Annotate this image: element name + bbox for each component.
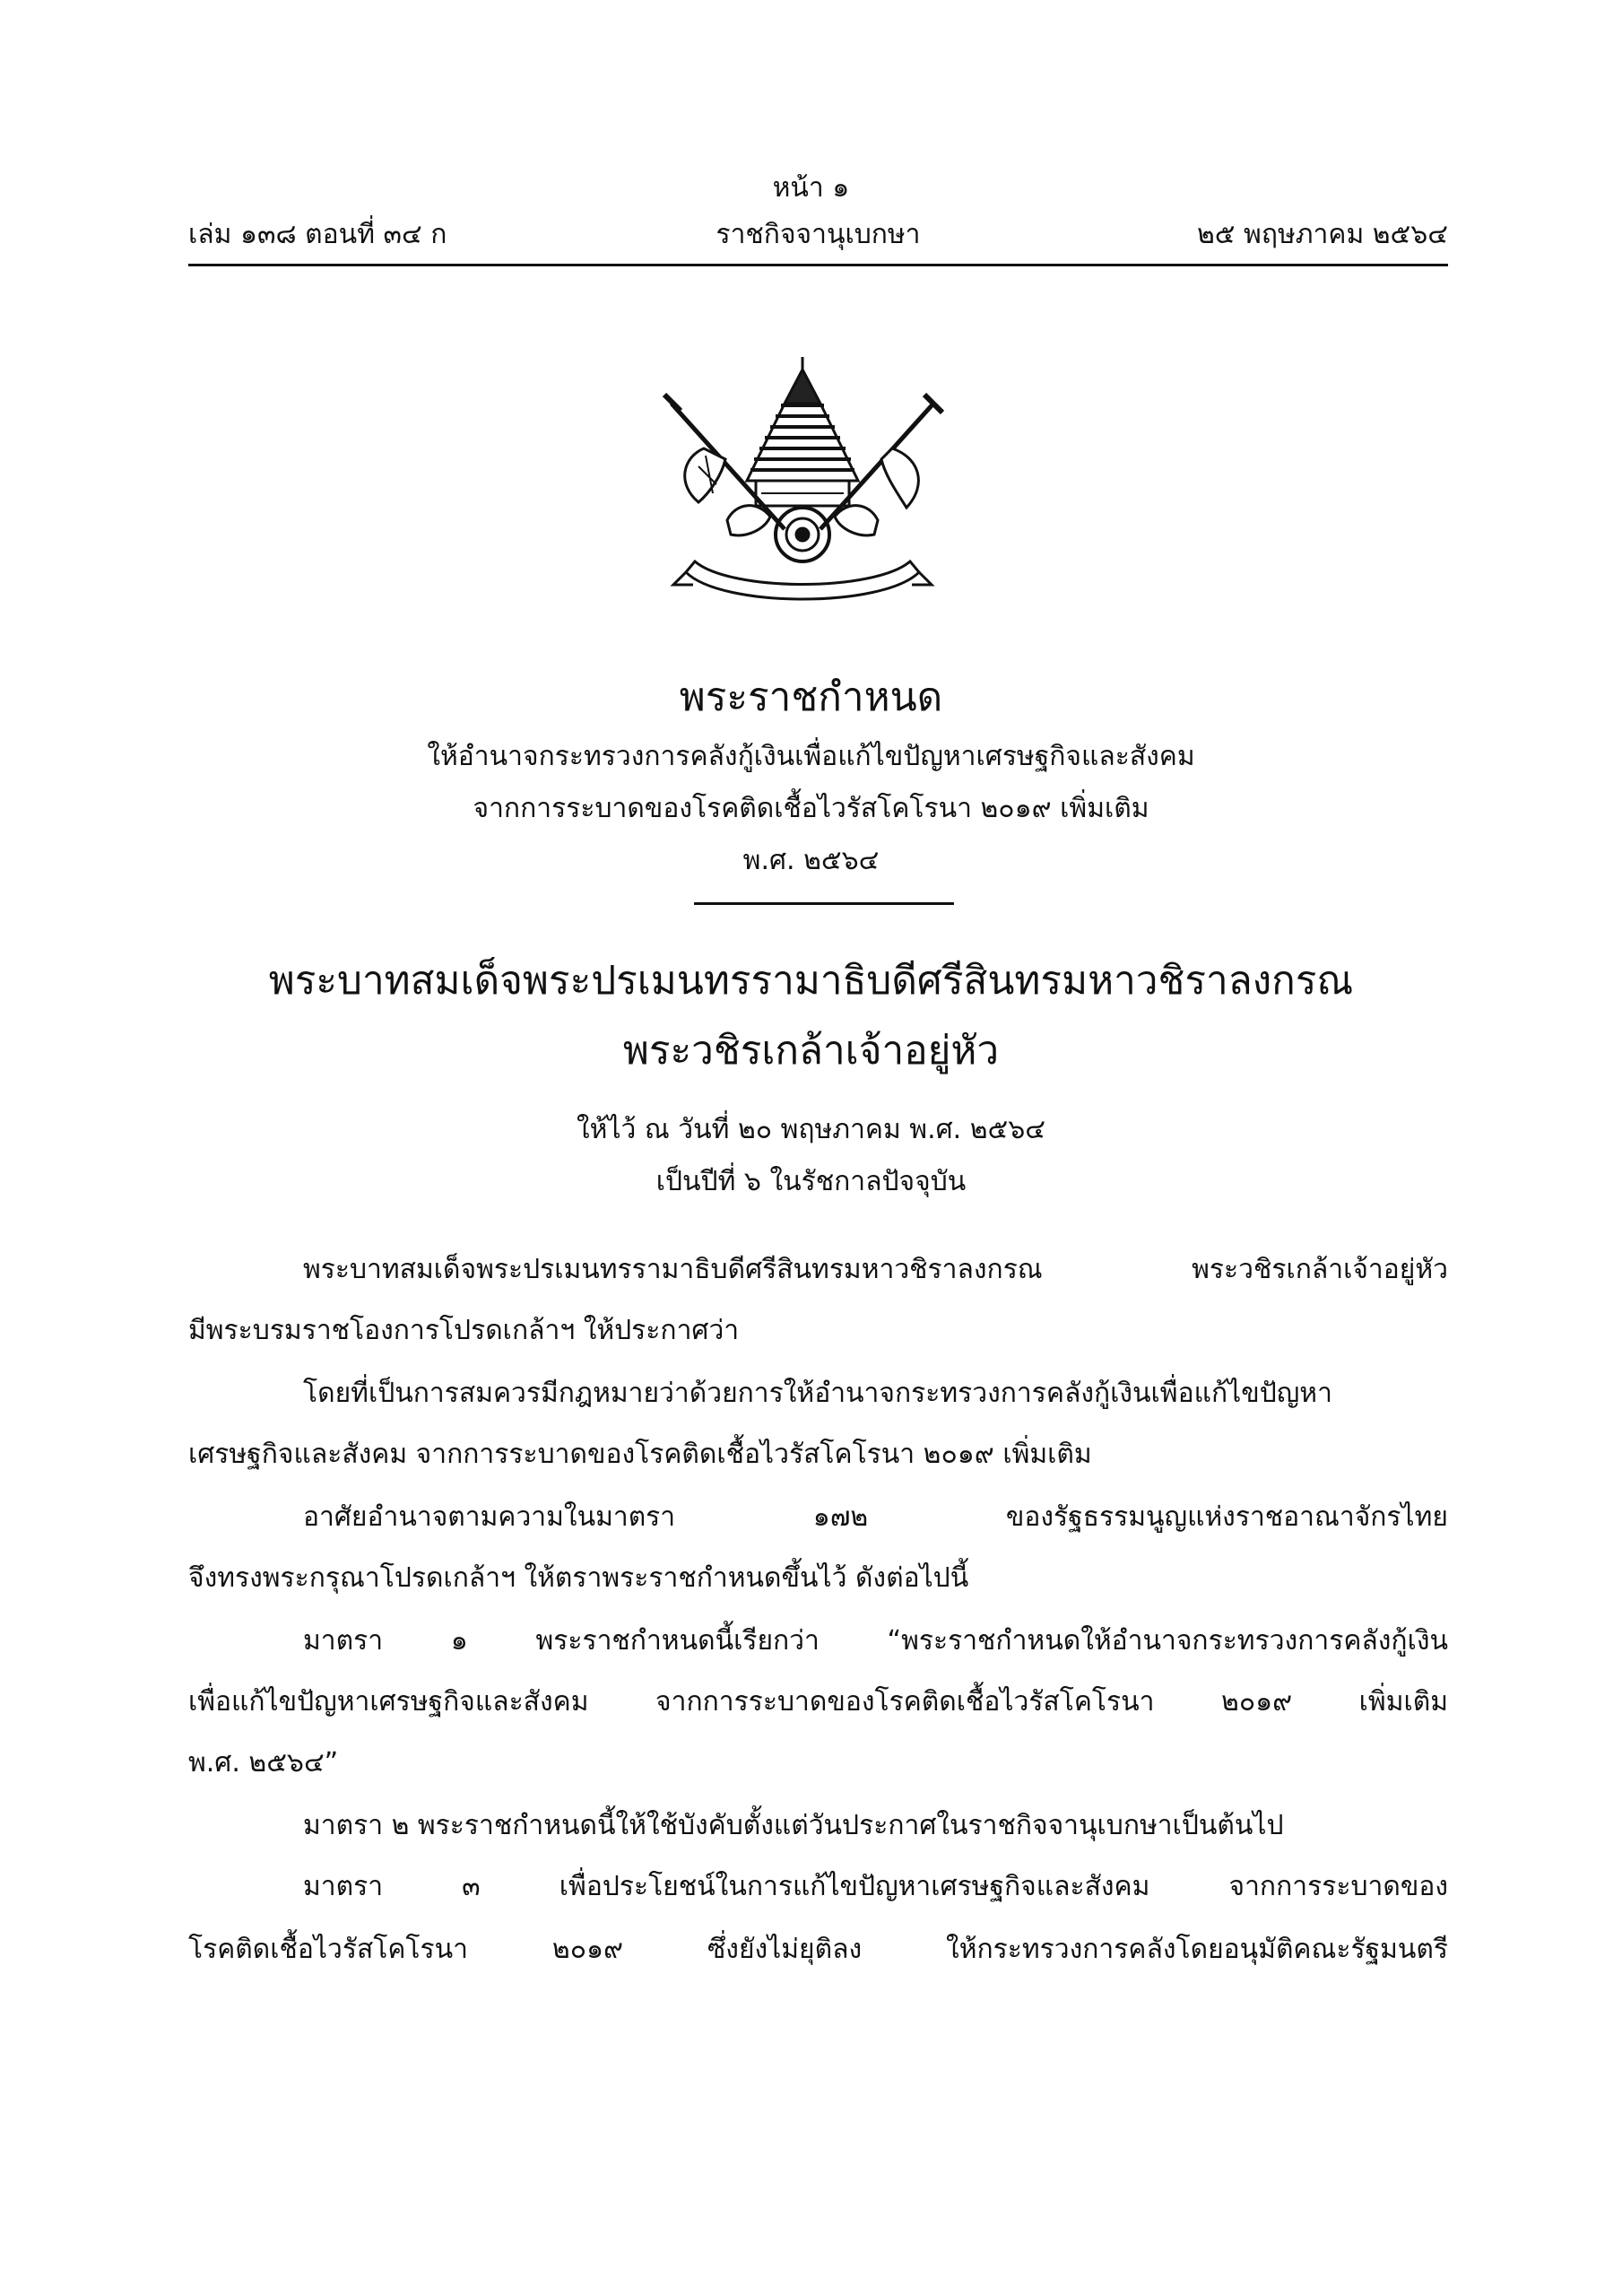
reign-year: เป็นปีที่ ๖ ในรัชกาลปัจจุบัน bbox=[655, 1166, 967, 1197]
decree-subtitle-line1: ให้อำนาจกระทรวงการคลังกู้เงินเพื่อแก้ไขปัญหาเศรษฐกิจและสังคม bbox=[427, 741, 1195, 772]
preamble-line2: มีพระบรมราชโองการโปรดเกล้าฯ ให้ประกาศว่า bbox=[188, 1315, 740, 1346]
volume-issue: เล่ม ๑๓๘ ตอนที่ ๓๔ ก bbox=[188, 219, 447, 250]
king-name-line1: พระบาทสมเด็จพระปรเมนทรรามาธิบดีศรีสินทรมหาวชิราลงกรณ bbox=[268, 958, 1354, 1004]
preamble-line1: พระบาทสมเด็จพระปรเมนทรรามาธิบดีศรีสินทรมหาวชิราลงกรณ พระวชิรเกล้าเจ้าอยู่หัว bbox=[303, 1254, 1448, 1285]
header-divider bbox=[188, 264, 1448, 266]
gazette-name: ราชกิจจานุเบกษา bbox=[716, 219, 921, 250]
section3-line2: โรคติดเชื้อไวรัสโคโรนา ๒๐๑๙ ซึ่งยังไม่ยุติลง ให้กระทรวงการคลังโดยอนุมัติคณะรัฐมนตรี bbox=[188, 1934, 1448, 1965]
section2-line1: มาตรา ๒ พระราชกำหนดนี้ให้ใช้บังคับตั้งแต่วันประกาศในราชกิจจานุเบกษาเป็นต้นไป bbox=[303, 1810, 1284, 1841]
page-number: หน้า ๑ bbox=[772, 172, 850, 204]
authority-line1: อาศัยอำนาจตามความในมาตรา ๑๗๒ ของรัฐธรรมนูญแห่งราชอาณาจักรไทย bbox=[303, 1501, 1448, 1533]
decree-title: พระราชกำหนด bbox=[679, 674, 943, 720]
section1-line2: เพื่อแก้ไขปัญหาเศรษฐกิจและสังคม จากการระบาดของโรคติดเชื้อไวรัสโคโรนา ๒๐๑๙ เพิ่มเติม bbox=[188, 1686, 1448, 1718]
given-date: ให้ไว้ ณ วันที่ ๒๐ พฤษภาคม พ.ศ. ๒๕๖๔ bbox=[577, 1114, 1045, 1145]
title-divider bbox=[694, 902, 954, 905]
gazette-header bbox=[188, 213, 1448, 255]
royal-garuda-emblem-icon bbox=[650, 350, 955, 619]
recital-line1: โดยที่เป็นการสมควรมีกฎหมายว่าด้วยการให้อำนาจกระทรวงการคลังกู้เงินเพื่อแก้ไขปัญหา bbox=[303, 1378, 1332, 1409]
section1-line1: มาตรา ๑ พระราชกำหนดนี้เรียกว่า “พระราชกำหนดให้อำนาจกระทรวงการคลังกู้เงิน bbox=[303, 1625, 1448, 1657]
recital-line2: เศรษฐกิจและสังคม จากการระบาดของโรคติดเชื้อไวรัสโคโรนา ๒๐๑๙ เพิ่มเติม bbox=[188, 1439, 1092, 1470]
publication-date: ๒๕ พฤษภาคม ๒๕๖๔ bbox=[1197, 219, 1448, 250]
section1-line3: พ.ศ. ๒๕๖๔” bbox=[188, 1747, 339, 1779]
king-name-line2: พระวชิรเกล้าเจ้าอยู่หัว bbox=[622, 1028, 1000, 1074]
authority-line2: จึงทรงพระกรุณาโปรดเกล้าฯ ให้ตราพระราชกำหนดขึ้นไว้ ดังต่อไปนี้ bbox=[188, 1562, 969, 1594]
section3-line1: มาตรา ๓ เพื่อประโยชน์ในการแก้ไขปัญหาเศรษฐกิจและสังคม จากการระบาดของ bbox=[303, 1871, 1448, 1902]
decree-subtitle-line2: จากการระบาดของโรคติดเชื้อไวรัสโคโรนา ๒๐๑๙ เพิ่มเติม bbox=[473, 793, 1149, 824]
decree-year: พ.ศ. ๒๕๖๔ bbox=[742, 845, 880, 876]
